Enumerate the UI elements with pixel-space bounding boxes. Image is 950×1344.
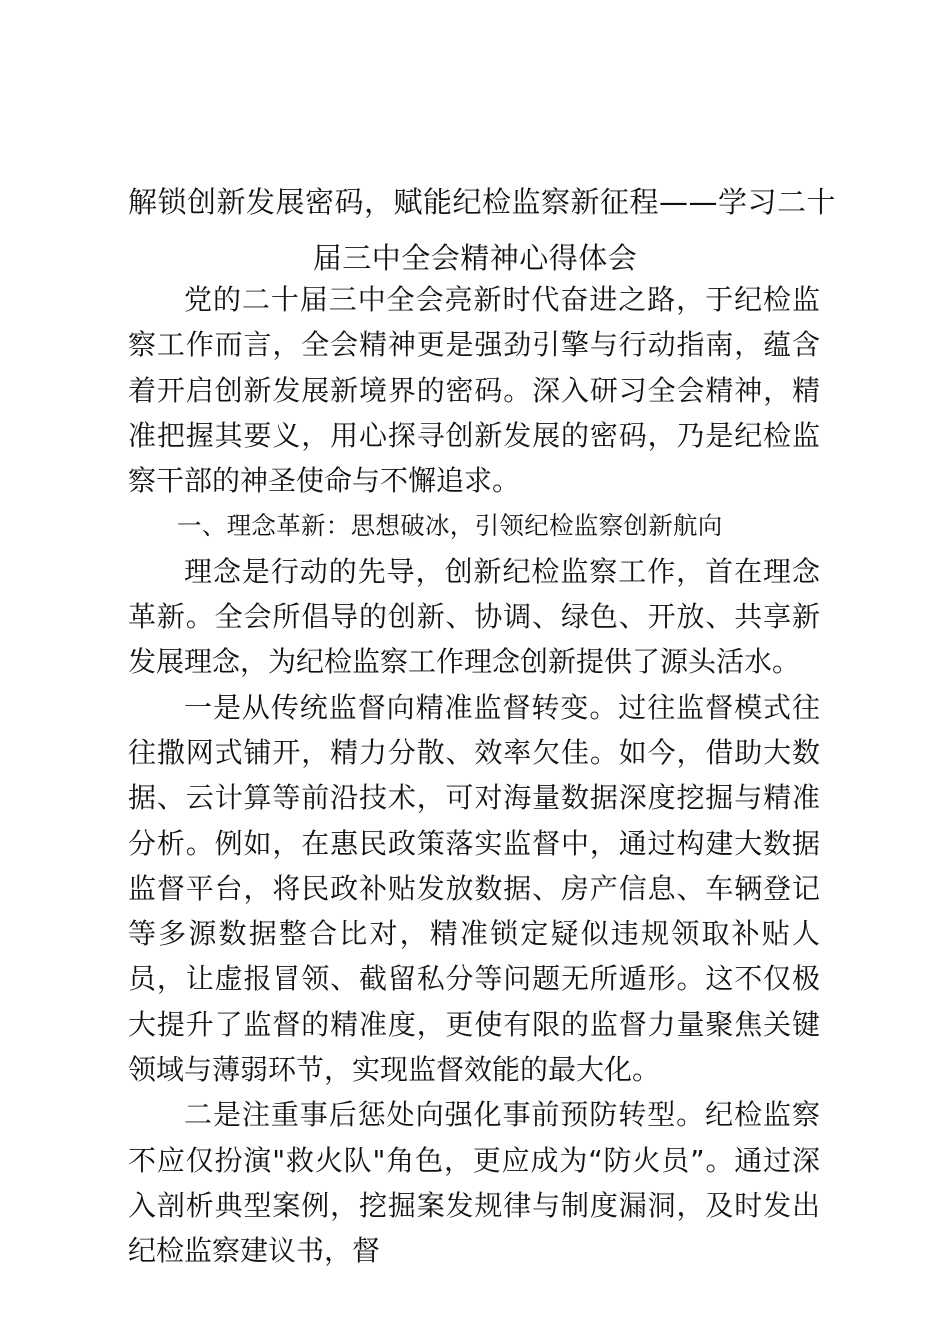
title-line-2: 届三中全会精神心得体会 xyxy=(312,241,638,275)
section-1-heading: 一、理念革新：思想破冰，引领纪检监察创新航向 xyxy=(177,511,723,541)
title-line-1: 解锁创新发展密码，赋能纪检监察新征程——学习二十 xyxy=(128,185,837,219)
section-1-paragraph-3: 二是注重事后惩处向强化事前预防转型。纪检监察不应仅扮演"救火队"角色，更应成为“防火员”。通过深入剖析典型案例，挖掘案发规律与制度漏洞，及时发出纪检监察建议书，督 xyxy=(128,1098,820,1268)
section-1-paragraph-1: 理念是行动的先导，创新纪检监察工作，首在理念革新。全会所倡导的创新、协调、绿色、开放、共享新发展理念，为纪检监察工作理念创新提供了源头活水。 xyxy=(128,554,820,679)
document-title xyxy=(128,174,837,286)
intro-paragraph: 党的二十届三中全会亮新时代奋进之路，于纪检监察工作而言，全会精神更是强劲引擎与行动指南，蕴含着开启创新发展新境界的密码。深入研习全会精神，精准把握其要义，用心探寻创新发展的密码，乃是纪检监察干部的神圣使命与不懈追求。 xyxy=(128,283,820,498)
section-1-paragraph-2: 一是从传统监督向精准监督转变。过往监督模式往往撒网式铺开，精力分散、效率欠佳。如今，借助大数据、云计算等前沿技术，可对海量数据深度挖掘与精准分析。例如，在惠民政策落实监督中，通过构建大数据监督平台，将民政补贴发放数据、房产信息、车辆登记等多源数据整合比对，精准锁定疑似违规领取补贴人员，让虚报冒领、截留私分等问题无所遁形。这不仅极大提升了监督的精准度，更使有限的监督力量聚焦关键领域与薄弱环节，实现监督效能的最大化。 xyxy=(128,690,820,1087)
document-body xyxy=(128,277,820,1274)
